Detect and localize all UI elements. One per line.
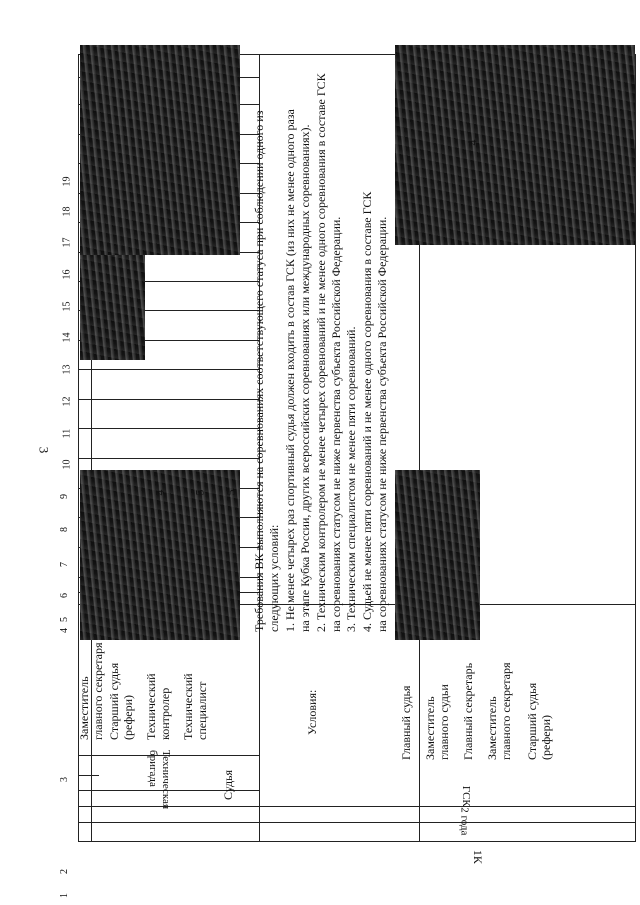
column-number: 8 (59, 527, 70, 532)
column-number: 1 (59, 893, 70, 898)
column-number: 10 (61, 459, 73, 470)
conditions-line: на соревнованиях статусом не ниже первенства субъекта Российской Федерации. (375, 216, 390, 632)
column-number: 16 (61, 269, 73, 280)
column-number: 5 (59, 617, 70, 622)
column-number: 18 (61, 206, 73, 217)
column-number: 4 (59, 628, 70, 633)
value-technical-specialist: 5 (192, 489, 207, 496)
scan-shading-lower (395, 45, 635, 245)
column-number: 17 (61, 237, 73, 248)
lower-role-deputy-chief-judge: Заместитель главного судьи (423, 684, 451, 760)
column-number: 11 (61, 428, 73, 439)
scan-shading-upper-mid (80, 255, 145, 360)
column-number: 15 (61, 301, 73, 312)
conditions-line: 2. Техническим контролером не менее четырех соревнований и не менее одного соревнования в составе ГСК (313, 73, 328, 632)
lower-role-deputy-secretary: Заместитель главного секретаря (485, 662, 513, 760)
conditions-line: на этапе Кубка России, других всероссийских соревнованиях или международных соревнованиях). (298, 124, 313, 632)
value-judge: 5 (223, 489, 238, 496)
value-technical-controller: 4 (152, 489, 167, 496)
scan-shading-upper-left (80, 470, 240, 640)
conditions-label: Условия: (305, 689, 319, 735)
column-number: 3 (59, 777, 70, 782)
role-technical-specialist: Технический специалист (181, 673, 209, 740)
lower-role-chief-secretary: Главный секретарь (461, 662, 475, 760)
role-deputy-secretary: Заместитель главного секретаря (77, 642, 105, 740)
role-judge: Судья (221, 769, 235, 800)
page-number: 3 (36, 446, 52, 454)
role-senior-judge: Старший судья (рефери) (107, 662, 135, 740)
column-number: 13 (61, 364, 73, 375)
column-number: 7 (59, 562, 70, 567)
scan-shading-lower-left (395, 470, 480, 640)
category-label: 1К (470, 849, 485, 864)
conditions-line: Требования ВК выполняются на соревнованиях соответствующего статуса при соблюдении одного из (252, 110, 266, 632)
column-number: 9 (59, 494, 70, 499)
body-label: ГСК (459, 785, 472, 807)
conditions-line: 3. Техническим специалистом не менее пяти соревнований. (344, 326, 359, 632)
conditions-text (252, 42, 391, 632)
column-number: 6 (59, 593, 70, 598)
column-number: 19 (61, 176, 73, 187)
lower-role-senior-judge: Старший судья (рефери) (525, 682, 553, 760)
column-number: 2 (59, 869, 70, 874)
column-number: 12 (61, 396, 73, 407)
conditions-line: 1. Не менее четырех раз спортивный судья должен входить в состав ГСК (из них не менее одного раза (282, 109, 297, 632)
lower-role-chief-judge: Главный судья (399, 685, 413, 760)
conditions-line: 4. Судьей не менее пяти соревнований и не менее одного соревнования в составе ГСК (359, 191, 374, 632)
role-technical-controller: Технический контролер (144, 673, 172, 740)
scan-shading-upper-right (80, 45, 240, 255)
column-number: 14 (61, 332, 73, 343)
conditions-line: следующих условий: (267, 524, 282, 632)
conditions-line: на соревнованиях статусом не ниже первенства субъекта Российской Федерации. (329, 216, 344, 632)
term-label: 2 года (458, 807, 471, 836)
lower-value: 4 (465, 139, 480, 146)
tech-brigade-label: Техническая бригада (147, 750, 172, 810)
